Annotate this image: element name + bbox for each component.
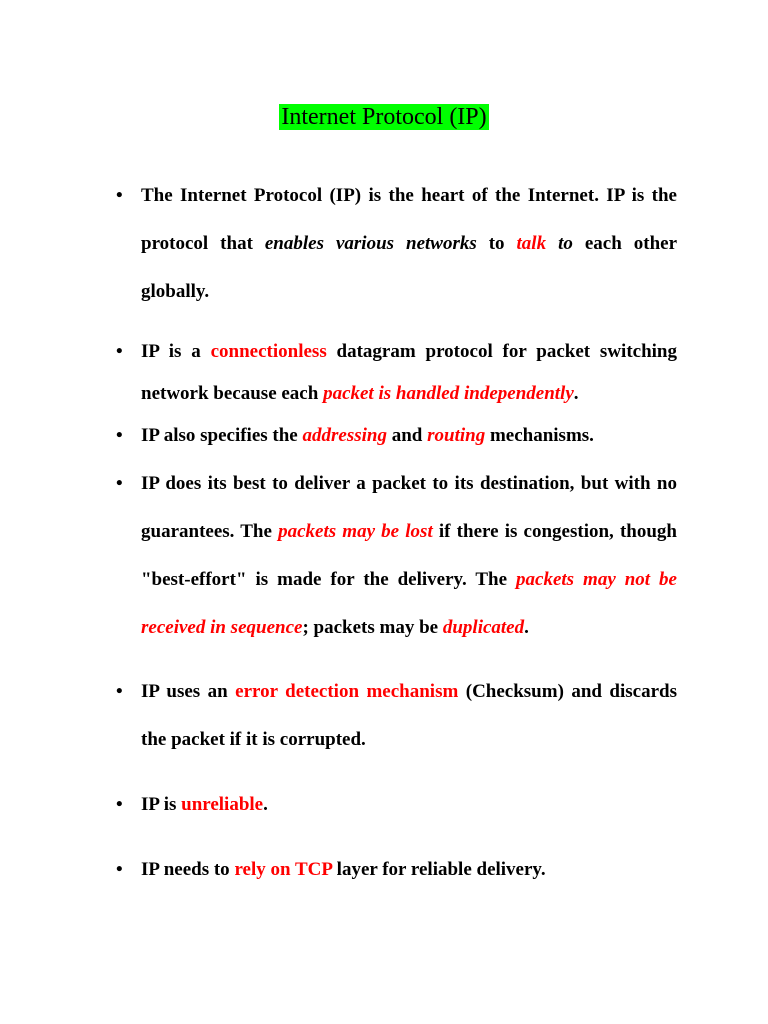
- emphasis-red-italic: duplicated: [442, 617, 525, 638]
- emphasis-red: connectionless: [210, 341, 327, 362]
- text: [546, 233, 558, 254]
- bullet-item-6: [116, 781, 677, 829]
- disc-bullet-icon: •: [116, 473, 123, 494]
- emphasis-red-italic: packet is handled independently: [323, 383, 574, 404]
- emphasis-red-italic: talk: [516, 233, 547, 254]
- emphasis-red-italic: packets may be lost: [278, 521, 433, 542]
- emphasis-red-italic: routing: [427, 425, 486, 446]
- text: if there is congestion, though "best-effort" is made for the delivery. The: [141, 521, 677, 590]
- disc-bullet-icon: •: [116, 794, 123, 815]
- disc-bullet-icon: •: [116, 341, 123, 362]
- page-title: [0, 95, 768, 132]
- text: .: [263, 794, 268, 815]
- text: The Internet Protocol (IP) is the heart of the Internet. IP is the protocol that: [141, 185, 677, 254]
- text: mechanisms.: [485, 425, 594, 446]
- text: (Checksum) and discards the packet if it is corrupted.: [141, 681, 677, 750]
- text: layer for reliable delivery.: [331, 859, 546, 880]
- text: IP does its best to deliver a packet to its destination, but with no guarantees. The: [141, 473, 677, 542]
- disc-bullet-icon: •: [116, 185, 123, 206]
- emphasis-red: rely on TCP: [234, 859, 332, 880]
- emphasis-red-italic: packets may not be received in sequence: [141, 569, 677, 638]
- disc-bullet-icon: •: [116, 425, 123, 446]
- emphasis-red: unreliable: [181, 794, 264, 815]
- text: and: [386, 425, 428, 446]
- bullet-item-1: [116, 172, 678, 316]
- emphasis-italic: to: [558, 233, 573, 254]
- text: .: [524, 617, 529, 638]
- disc-bullet-icon: •: [116, 681, 123, 702]
- text: IP is: [141, 794, 182, 815]
- text: IP needs to: [141, 859, 235, 880]
- text: ; packets may be: [302, 617, 443, 638]
- disc-bullet-icon: •: [116, 859, 123, 880]
- text: datagram protocol for packet switching network because each: [141, 341, 678, 404]
- bullet-item-3: [116, 415, 677, 457]
- text: IP uses an: [141, 681, 236, 702]
- bullet-item-7: [116, 846, 677, 894]
- bullet-item-4: [116, 460, 677, 652]
- text: each other globally.: [141, 233, 678, 302]
- text: IP is a: [141, 341, 211, 362]
- emphasis-red: error detection mechanism: [235, 681, 459, 702]
- text: IP also specifies the: [141, 425, 303, 446]
- text: .: [573, 383, 579, 404]
- page-title-text: Internet Protocol (IP): [281, 104, 487, 130]
- bullet-item-5: [116, 668, 677, 764]
- emphasis-italic: enables various networks: [264, 233, 477, 254]
- emphasis-red-italic: addressing: [302, 425, 387, 446]
- text: to: [476, 233, 517, 254]
- bullet-item-2: [116, 331, 678, 415]
